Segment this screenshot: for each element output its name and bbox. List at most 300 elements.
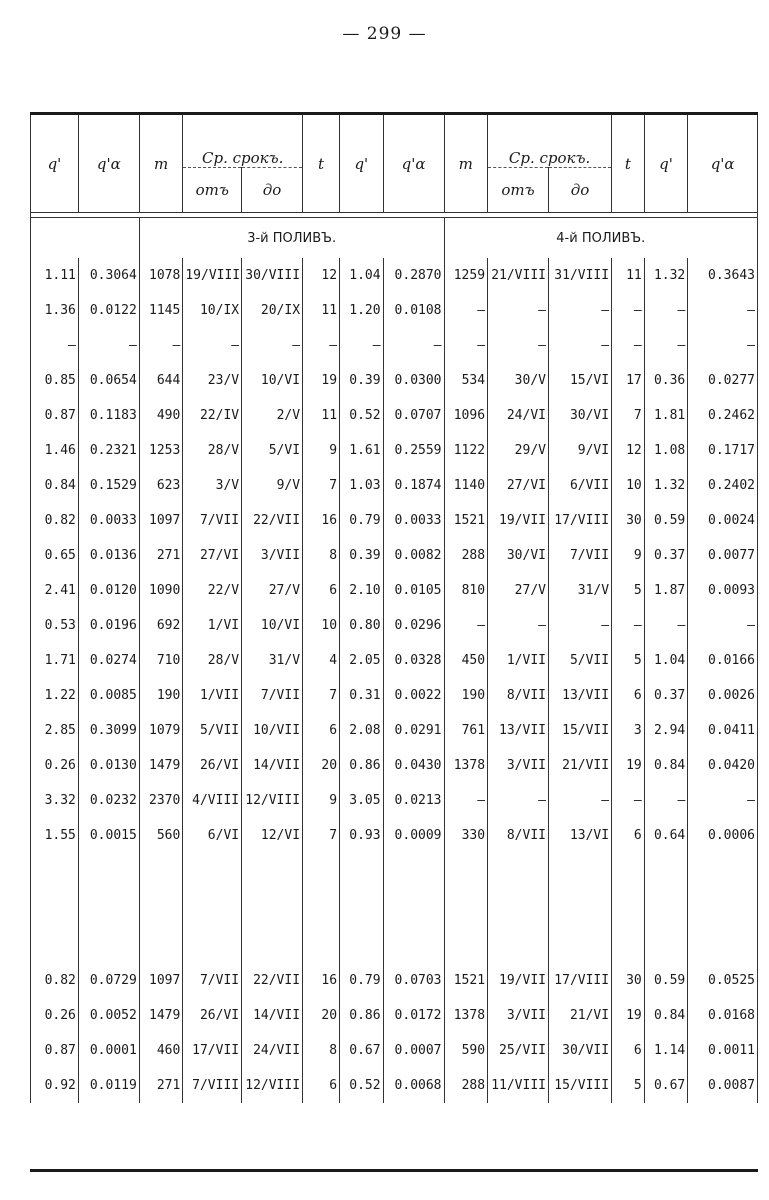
table-cell: 30 xyxy=(612,963,645,998)
table-cell: 0.1183 xyxy=(78,398,139,433)
table-cell: 9 xyxy=(303,433,340,468)
table-cell: 7/VII xyxy=(242,678,303,713)
table-cell: — xyxy=(488,608,549,643)
table-cell: 288 xyxy=(444,1068,488,1103)
table-cell: 0.0277 xyxy=(688,363,758,398)
table-cell: 0.0729 xyxy=(78,963,139,998)
table-cell: 15/VII xyxy=(548,713,611,748)
section-row xyxy=(31,218,758,259)
table-row xyxy=(31,643,758,678)
table-cell: 0.0077 xyxy=(688,538,758,573)
table-cell: 27/V xyxy=(488,573,549,608)
table-cell: 7/VIII xyxy=(183,1068,242,1103)
table-cell: 330 xyxy=(444,818,488,853)
table-cell: — xyxy=(548,328,611,363)
bottom-rule xyxy=(30,1169,758,1172)
table-cell: 6 xyxy=(612,678,645,713)
table-cell: — xyxy=(383,328,444,363)
table-cell: 1.11 xyxy=(31,258,79,293)
table-row xyxy=(31,398,758,433)
table-cell: 0.3099 xyxy=(78,713,139,748)
table-cell: 17/VII xyxy=(183,1033,242,1068)
table-cell: 644 xyxy=(139,363,183,398)
table-cell: 0.0196 xyxy=(78,608,139,643)
table-cell: 19 xyxy=(303,363,340,398)
table-cell: 0.52 xyxy=(340,1068,384,1103)
col-header-q-prime-alpha: q'α xyxy=(78,115,139,213)
table-cell: 0.2870 xyxy=(383,258,444,293)
table-cell: — xyxy=(444,608,488,643)
table-cell: — xyxy=(488,783,549,818)
table-cell: 1/VI xyxy=(183,608,242,643)
table-cell: 1.46 xyxy=(31,433,79,468)
table-cell: 0.0707 xyxy=(383,398,444,433)
table-row xyxy=(31,608,758,643)
table-cell: 0.67 xyxy=(340,1033,384,1068)
table-cell: 0.0172 xyxy=(383,998,444,1033)
table-cell: — xyxy=(340,328,384,363)
table-cell: — xyxy=(612,293,645,328)
table-cell: 0.0033 xyxy=(383,503,444,538)
table-cell: — xyxy=(548,608,611,643)
section-fourth-watering: 4-й ПОЛИВЪ. xyxy=(444,218,757,259)
table-cell: 0.0300 xyxy=(383,363,444,398)
table-cell: 2.05 xyxy=(340,643,384,678)
table-cell: 0.86 xyxy=(340,998,384,1033)
table-cell: 0.59 xyxy=(644,503,688,538)
table-cell: 3/VII xyxy=(488,748,549,783)
table-cell: 0.0296 xyxy=(383,608,444,643)
table-cell: 5 xyxy=(612,573,645,608)
table-cell: 1.71 xyxy=(31,643,79,678)
table-cell: — xyxy=(644,783,688,818)
table-cell: — xyxy=(644,608,688,643)
table-cell: 0.0411 xyxy=(688,713,758,748)
table-cell: 1122 xyxy=(444,433,488,468)
blank-cell xyxy=(612,853,645,963)
table-cell: 271 xyxy=(139,538,183,573)
table-cell: 0.26 xyxy=(31,998,79,1033)
table-cell: — xyxy=(548,293,611,328)
col-header-avg-term-2: Ср. срокъ. xyxy=(488,115,612,168)
table-cell: 0.0166 xyxy=(688,643,758,678)
table-cell: 6 xyxy=(303,713,340,748)
table-cell: 11 xyxy=(612,258,645,293)
table-cell: 27/VI xyxy=(488,468,549,503)
table-cell: 30/VII xyxy=(548,1033,611,1068)
table-row xyxy=(31,748,758,783)
table-cell: 288 xyxy=(444,538,488,573)
table-cell: 19/VIII xyxy=(183,258,242,293)
table-cell: 9 xyxy=(303,783,340,818)
table-row xyxy=(31,328,758,363)
table-cell: 0.0120 xyxy=(78,573,139,608)
table-cell: — xyxy=(444,328,488,363)
table-cell: 1.08 xyxy=(644,433,688,468)
table-row xyxy=(31,678,758,713)
table-cell: 19 xyxy=(612,748,645,783)
table-cell: 12/VIII xyxy=(242,783,303,818)
table-cell: 1.87 xyxy=(644,573,688,608)
table-cell: 490 xyxy=(139,398,183,433)
table-cell: 0.0033 xyxy=(78,503,139,538)
table-cell: 0.67 xyxy=(644,1068,688,1103)
table-cell: 1.04 xyxy=(340,258,384,293)
table-cell: 1.61 xyxy=(340,433,384,468)
blank-cell xyxy=(644,853,688,963)
table-cell: 0.26 xyxy=(31,748,79,783)
table-cell: 0.84 xyxy=(31,468,79,503)
table-cell: 27/VI xyxy=(183,538,242,573)
table-cell: 0.0026 xyxy=(688,678,758,713)
table-cell: — xyxy=(488,328,549,363)
table-cell: 1259 xyxy=(444,258,488,293)
table-cell: 4/VIII xyxy=(183,783,242,818)
table-cell: 11/VIII xyxy=(488,1068,549,1103)
table-cell: 0.31 xyxy=(340,678,384,713)
table-cell: 6 xyxy=(303,1068,340,1103)
table-cell: 24/VI xyxy=(488,398,549,433)
table-cell: 0.93 xyxy=(340,818,384,853)
blank-cell xyxy=(444,853,488,963)
table-cell: 0.82 xyxy=(31,963,79,998)
table-cell: 0.0068 xyxy=(383,1068,444,1103)
table-cell: 0.0105 xyxy=(383,573,444,608)
table-cell: 1145 xyxy=(139,293,183,328)
table-cell: 623 xyxy=(139,468,183,503)
data-table-frame xyxy=(30,112,758,1172)
table-cell: 5 xyxy=(612,643,645,678)
table-cell: 3.05 xyxy=(340,783,384,818)
table-cell: 0.0108 xyxy=(383,293,444,328)
table-cell: 0.0525 xyxy=(688,963,758,998)
table-cell: 10/IX xyxy=(183,293,242,328)
table-cell: 15/VIII xyxy=(548,1068,611,1103)
table-cell: 2370 xyxy=(139,783,183,818)
table-cell: 2.94 xyxy=(644,713,688,748)
table-cell: 450 xyxy=(444,643,488,678)
table-cell: 5/VI xyxy=(242,433,303,468)
table-cell: 0.0015 xyxy=(78,818,139,853)
table-cell: 14/VII xyxy=(242,748,303,783)
table-cell: 0.80 xyxy=(340,608,384,643)
table-cell: 6/VII xyxy=(548,468,611,503)
table-cell: 1090 xyxy=(139,573,183,608)
table-cell: 3 xyxy=(612,713,645,748)
table-cell: 13/VI xyxy=(548,818,611,853)
table-cell: 19/VII xyxy=(488,503,549,538)
table-cell: 13/VII xyxy=(548,678,611,713)
table-cell: 3/V xyxy=(183,468,242,503)
table-cell: 29/V xyxy=(488,433,549,468)
table-cell: 0.79 xyxy=(340,503,384,538)
table-cell: 0.0213 xyxy=(383,783,444,818)
blank-cell xyxy=(688,853,758,963)
table-cell: 16 xyxy=(303,963,340,998)
table-cell: 10/VII xyxy=(242,713,303,748)
blank-cell xyxy=(303,853,340,963)
table-cell: 1/VII xyxy=(488,643,549,678)
table-cell: 0.52 xyxy=(340,398,384,433)
table-cell: 0.0703 xyxy=(383,963,444,998)
table-cell: 9/V xyxy=(242,468,303,503)
table-row xyxy=(31,433,758,468)
table-cell: 22/VII xyxy=(242,503,303,538)
table-row xyxy=(31,783,758,818)
table-cell: 20/IX xyxy=(242,293,303,328)
table-cell: 30/VI xyxy=(488,538,549,573)
table-cell: 2.10 xyxy=(340,573,384,608)
blank-cell xyxy=(183,853,242,963)
table-cell: 0.85 xyxy=(31,363,79,398)
table-cell: 13/VII xyxy=(488,713,549,748)
table-row xyxy=(31,963,758,998)
table-cell: 14/VII xyxy=(242,998,303,1033)
table-cell: 1097 xyxy=(139,503,183,538)
table-cell: 30/VI xyxy=(548,398,611,433)
table-cell: 0.0006 xyxy=(688,818,758,853)
col-header-q-prime-alpha-2: q'α xyxy=(383,115,444,213)
table-cell: 0.37 xyxy=(644,678,688,713)
irrigation-table xyxy=(30,115,758,1103)
table-row xyxy=(31,1033,758,1068)
table-cell: 8/VII xyxy=(488,678,549,713)
table-row xyxy=(31,713,758,748)
table-cell: 2.08 xyxy=(340,713,384,748)
table-cell: 24/VII xyxy=(242,1033,303,1068)
table-cell: 2.41 xyxy=(31,573,79,608)
table-cell: 1.32 xyxy=(644,258,688,293)
table-cell: 0.2321 xyxy=(78,433,139,468)
table-cell: 0.0009 xyxy=(383,818,444,853)
table-cell: 1378 xyxy=(444,748,488,783)
col-header-t: t xyxy=(303,115,340,213)
table-cell: 1140 xyxy=(444,468,488,503)
table-cell: 0.86 xyxy=(340,748,384,783)
blank-cell xyxy=(242,853,303,963)
table-cell: 0.0328 xyxy=(383,643,444,678)
table-cell: 0.0232 xyxy=(78,783,139,818)
table-cell: — xyxy=(548,783,611,818)
table-row xyxy=(31,1068,758,1103)
table-cell: 190 xyxy=(444,678,488,713)
table-cell: 0.0093 xyxy=(688,573,758,608)
table-cell: 21/VIII xyxy=(488,258,549,293)
blank-cell xyxy=(340,853,384,963)
table-cell: 0.3064 xyxy=(78,258,139,293)
table-cell: 1/VII xyxy=(183,678,242,713)
table-cell: 9/VI xyxy=(548,433,611,468)
table-cell: 692 xyxy=(139,608,183,643)
table-cell: 30/V xyxy=(488,363,549,398)
col-header-from: отъ xyxy=(183,168,242,213)
table-cell: 3/VII xyxy=(488,998,549,1033)
table-cell: 1.22 xyxy=(31,678,79,713)
table-cell: — xyxy=(688,608,758,643)
table-cell: 0.53 xyxy=(31,608,79,643)
table-row xyxy=(31,293,758,328)
table-cell: 20 xyxy=(303,748,340,783)
table-cell: 1.81 xyxy=(644,398,688,433)
table-cell: 17 xyxy=(612,363,645,398)
blank-cell xyxy=(139,853,183,963)
table-cell: 0.92 xyxy=(31,1068,79,1103)
table-row xyxy=(31,258,758,293)
table-cell: — xyxy=(612,608,645,643)
table-cell: 1521 xyxy=(444,963,488,998)
table-cell: 28/V xyxy=(183,643,242,678)
table-cell: 21/VII xyxy=(548,748,611,783)
table-cell: — xyxy=(612,328,645,363)
table-cell: 7/VII xyxy=(183,503,242,538)
table-cell: 460 xyxy=(139,1033,183,1068)
table-cell: 22/V xyxy=(183,573,242,608)
table-cell: 3/VII xyxy=(242,538,303,573)
col-header-q-prime-alpha-3: q'α xyxy=(688,115,758,213)
page-number: — 299 — xyxy=(342,24,427,44)
table-cell: 6 xyxy=(612,818,645,853)
table-cell: 30/VIII xyxy=(242,258,303,293)
table-cell: — xyxy=(242,328,303,363)
table-cell: 1479 xyxy=(139,748,183,783)
table-cell: 0.2402 xyxy=(688,468,758,503)
table-cell: 9 xyxy=(612,538,645,573)
table-cell: 5 xyxy=(612,1068,645,1103)
table-cell: 12 xyxy=(303,258,340,293)
table-cell: — xyxy=(31,328,79,363)
table-row xyxy=(31,363,758,398)
table-cell: 0.0130 xyxy=(78,748,139,783)
table-cell: 28/V xyxy=(183,433,242,468)
table-cell: 27/V xyxy=(242,573,303,608)
table-cell: 590 xyxy=(444,1033,488,1068)
table-cell: 6 xyxy=(303,573,340,608)
table-cell: 0.0119 xyxy=(78,1068,139,1103)
table-cell: 8/VII xyxy=(488,818,549,853)
col-header-from-2: отъ xyxy=(488,168,549,213)
table-cell: 31/V xyxy=(242,643,303,678)
table-cell: 1253 xyxy=(139,433,183,468)
table-cell: 1078 xyxy=(139,258,183,293)
section-third-watering: 3-й ПОЛИВЪ. xyxy=(139,218,444,259)
table-cell: 0.82 xyxy=(31,503,79,538)
col-header-to: до xyxy=(242,168,303,213)
table-row xyxy=(31,573,758,608)
table-cell: 17/VIII xyxy=(548,503,611,538)
table-cell: 19/VII xyxy=(488,963,549,998)
table-cell: 8 xyxy=(303,1033,340,1068)
table-cell: 560 xyxy=(139,818,183,853)
table-cell: 15/VI xyxy=(548,363,611,398)
table-cell: 7 xyxy=(612,398,645,433)
table-cell: 0.87 xyxy=(31,1033,79,1068)
table-cell: — xyxy=(644,293,688,328)
table-cell: 0.0001 xyxy=(78,1033,139,1068)
table-cell: 0.2559 xyxy=(383,433,444,468)
table-cell: 21/VI xyxy=(548,998,611,1033)
blank-cell xyxy=(78,853,139,963)
table-cell: 0.64 xyxy=(644,818,688,853)
table-cell: 1.03 xyxy=(340,468,384,503)
table-cell: 7/VII xyxy=(548,538,611,573)
table-cell: 1097 xyxy=(139,963,183,998)
table-cell: — xyxy=(612,783,645,818)
table-cell: 30 xyxy=(612,503,645,538)
table-cell: 1378 xyxy=(444,998,488,1033)
table-cell: 710 xyxy=(139,643,183,678)
table-cell: 1.36 xyxy=(31,293,79,328)
table-cell: 5/VII xyxy=(548,643,611,678)
table-cell: 23/V xyxy=(183,363,242,398)
blank-gap-row xyxy=(31,853,758,963)
table-cell: 271 xyxy=(139,1068,183,1103)
table-cell: — xyxy=(139,328,183,363)
table-cell: — xyxy=(444,783,488,818)
table-cell: 12 xyxy=(612,433,645,468)
table-cell: 25/VII xyxy=(488,1033,549,1068)
table-cell: 2/V xyxy=(242,398,303,433)
table-cell: 0.39 xyxy=(340,363,384,398)
table-cell: 0.0168 xyxy=(688,998,758,1033)
col-header-q-prime: q' xyxy=(31,115,79,213)
table-cell: 31/VIII xyxy=(548,258,611,293)
table-cell: 0.87 xyxy=(31,398,79,433)
table-cell: 1479 xyxy=(139,998,183,1033)
table-cell: 0.0022 xyxy=(383,678,444,713)
table-cell: 0.84 xyxy=(644,748,688,783)
table-cell: 1096 xyxy=(444,398,488,433)
table-cell: 7/VII xyxy=(183,963,242,998)
blank-cell xyxy=(548,853,611,963)
table-cell: 1521 xyxy=(444,503,488,538)
table-cell: 16 xyxy=(303,503,340,538)
table-cell: 534 xyxy=(444,363,488,398)
col-header-q-prime-3: q' xyxy=(644,115,688,213)
table-cell: 0.37 xyxy=(644,538,688,573)
table-cell: 6 xyxy=(612,1033,645,1068)
table-row xyxy=(31,538,758,573)
table-cell: 0.39 xyxy=(340,538,384,573)
table-cell: 11 xyxy=(303,398,340,433)
table-cell: 10 xyxy=(303,608,340,643)
col-header-t-2: t xyxy=(612,115,645,213)
table-cell: 19 xyxy=(612,998,645,1033)
table-cell: — xyxy=(444,293,488,328)
table-cell: 0.0122 xyxy=(78,293,139,328)
blank-cell xyxy=(488,853,549,963)
table-cell: 0.3643 xyxy=(688,258,758,293)
table-cell: 20 xyxy=(303,998,340,1033)
table-cell: 0.0274 xyxy=(78,643,139,678)
col-header-m: m xyxy=(139,115,183,213)
table-cell: 0.0430 xyxy=(383,748,444,783)
table-cell: 0.1874 xyxy=(383,468,444,503)
blank-cell xyxy=(31,853,79,963)
table-cell: 0.0007 xyxy=(383,1033,444,1068)
table-cell: 0.0420 xyxy=(688,748,758,783)
table-row xyxy=(31,503,758,538)
table-cell: — xyxy=(688,783,758,818)
table-cell: 0.0052 xyxy=(78,998,139,1033)
table-cell: — xyxy=(688,293,758,328)
table-cell: 1.32 xyxy=(644,468,688,503)
col-header-avg-term: Ср. срокъ. xyxy=(183,115,303,168)
table-cell: 0.0291 xyxy=(383,713,444,748)
col-header-to-2: до xyxy=(548,168,611,213)
table-cell: 5/VII xyxy=(183,713,242,748)
table-cell: 26/VI xyxy=(183,998,242,1033)
table-cell: 22/IV xyxy=(183,398,242,433)
